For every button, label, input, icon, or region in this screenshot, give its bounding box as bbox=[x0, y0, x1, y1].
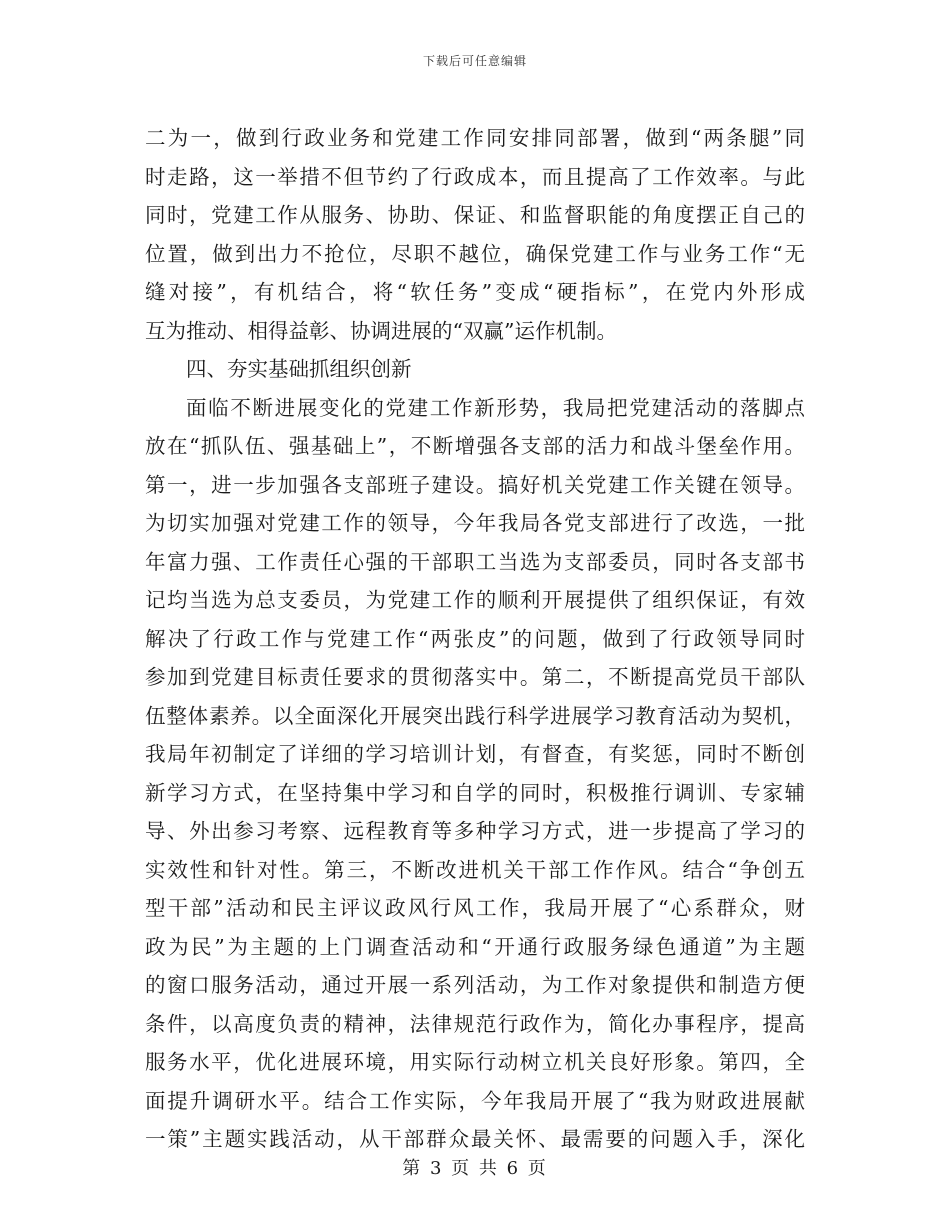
text-line: 位置，做到出力不抢位，尽职不越位，确保党建工作与业务工作“无 bbox=[145, 241, 805, 266]
text-line: 的窗口服务活动，通过开展一系列活动，为工作对象提供和制造方便 bbox=[145, 973, 805, 997]
text-line: 政为民”为主题的上门调查活动和“开通行政服务绿色通道”为主题 bbox=[145, 934, 805, 959]
body-text bbox=[145, 119, 805, 1159]
text-line: 解决了行政工作与党建工作“两张皮”的问题，做到了行政领导同时 bbox=[145, 626, 805, 651]
text-line: 缝对接”，有机结合，将“软任务”变成“硬指标”，在党内外形成 bbox=[145, 280, 805, 304]
text-line: 记均当选为总支委员，为党建工作的顺利开展提供了组织保证，有效 bbox=[145, 588, 805, 612]
text-line: 互为推动、相得益彰、协调进展的“双赢”运作机制。 bbox=[145, 318, 617, 343]
text-line: 放在“抓队伍、强基础上”，不断增强各支部的活力和战斗堡垒作用。 bbox=[145, 434, 805, 458]
text-line: 新学习方式，在坚持集中学习和自学的同时，积极推行调训、专家辅 bbox=[145, 780, 805, 805]
text-line: 型干部”活动和民主评议政风行风工作，我局开展了“心系群众，财 bbox=[145, 896, 805, 920]
text-line: 一策”主题实践活动，从干部群众最关怀、最需要的问题入手，深化 bbox=[145, 1127, 805, 1151]
text-line: 为切实加强对党建工作的领导，今年我局各党支部进行了改选，一批 bbox=[145, 511, 805, 535]
text-line: 服务水平，优化进展环境，用实际行动树立机关良好形象。第四，全 bbox=[145, 1050, 805, 1074]
text-line: 第一，进一步加强各支部班子建设。搞好机关党建工作关键在领导。 bbox=[145, 472, 805, 497]
text-line: 年富力强、工作责任心强的干部职工当选为支部委员，同时各支部书 bbox=[145, 549, 805, 574]
text-line: 面临不断进展变化的党建工作新形势，我局把党建活动的落脚点 bbox=[186, 395, 805, 420]
text-line: 导、外出参习考察、远程教育等多种学习方式，进一步提高了学习的 bbox=[145, 819, 805, 843]
text-line: 时走路，这一举措不但节约了行政成本，而且提高了工作效率。与此 bbox=[145, 164, 805, 189]
text-line: 面提升调研水平。结合工作实际，今年我局开展了“我为财政进展献 bbox=[145, 1088, 805, 1113]
page-header: 下载后可任意编辑 bbox=[422, 54, 527, 68]
text-line: 我局年初制定了详细的学习培训计划，有督查，有奖惩，同时不断创 bbox=[145, 742, 805, 766]
text-line: 伍整体素养。以全面深化开展突出践行科学进展学习教育活动为契机， bbox=[145, 703, 805, 728]
page-footer: 第 3 页 共 6 页 bbox=[402, 1158, 548, 1179]
text-line: 同时，党建工作从服务、协助、保证、和监督职能的角度摆正自己的 bbox=[145, 203, 805, 227]
text-line: 实效性和针对性。第三，不断改进机关干部工作作风。结合“争创五 bbox=[145, 857, 805, 882]
section-heading: 四、夯实基础抓组织创新 bbox=[186, 357, 412, 381]
text-line: 条件，以高度负责的精神，法律规范行政作为，简化办事程序，提高 bbox=[145, 1011, 805, 1036]
text-line: 二为一，做到行政业务和党建工作同安排同部署，做到“两条腿”同 bbox=[145, 126, 805, 150]
text-line: 参加到党建目标责任要求的贯彻落实中。第二，不断提高党员干部队 bbox=[145, 665, 805, 689]
